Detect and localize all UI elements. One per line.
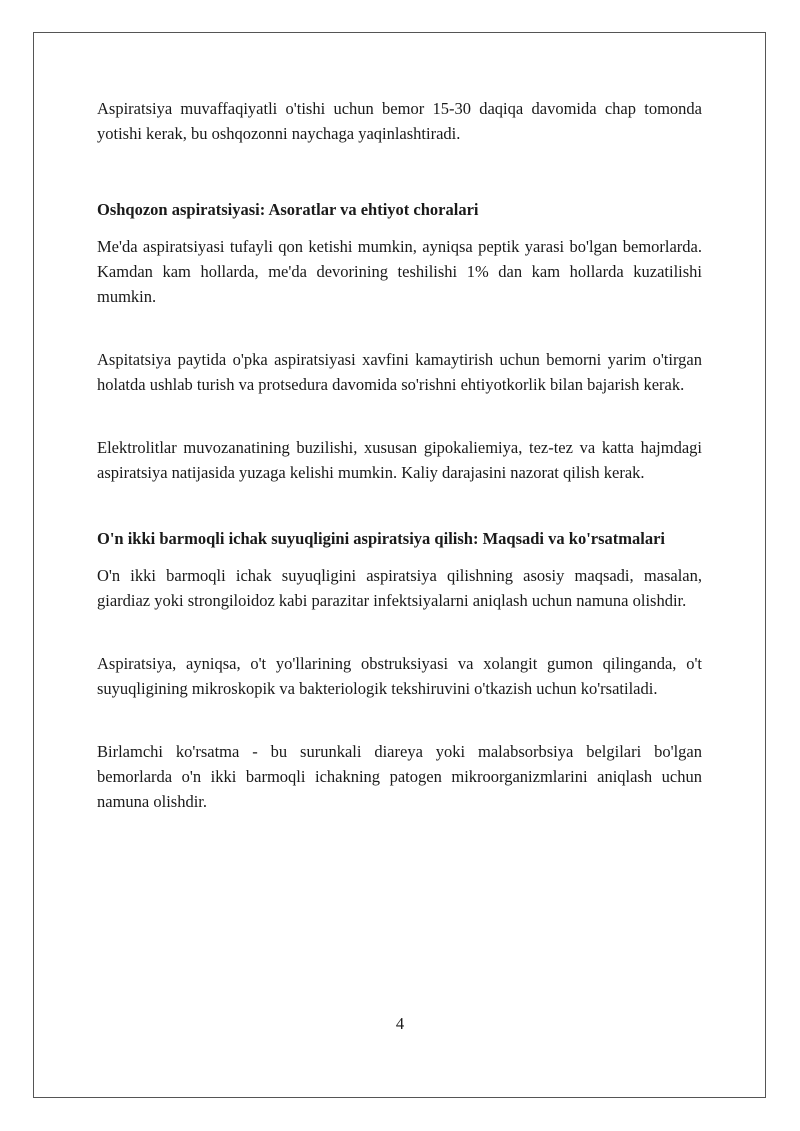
paragraph-biliary-indication: Aspiratsiya, ayniqsa, o't yo'llarining obstruksiyasi va xolangit gumon qilinganda, o't suyuqligining mikroskopik va bakteriologik tekshiruvini o'tkazish uchun ko'rsatiladi.: [97, 654, 702, 698]
paragraph-aspiration-position: Aspiratsiya muvaffaqiyatli o'tishi uchun bemor 15-30 daqiqa davomida chap tomonda yotishi kerak, bu oshqozonni naychaga yaqinlashtiradi.: [97, 99, 702, 143]
paragraph-duodenal-purpose: O'n ikki barmoqli ichak suyuqligini aspiratsiya qilishning asosiy maqsadi, masalan, giardiaz yoki strongiloidoz kabi parazitar infektsiyalarni aniqlash uchun namuna olishdir.: [97, 566, 702, 610]
paragraph-bleeding-risk: Me'da aspiratsiyasi tufayli qon ketishi mumkin, ayniqsa peptik yarasi bo'lgan bemorlarda. Kamdan kam hollarda, me'da devorining teshilishi 1% dan kam hollarda kuzatilishi mumkin.: [97, 237, 702, 306]
paragraph-electrolyte-imbalance: Elektrolitlar muvozanatining buzilishi, xususan gipokaliemiya, tez-tez va katta hajmdagi aspiratsiya natijasida yuzaga kelishi mumkin. Kaliy darajasini nazorat qilish kerak.: [97, 438, 702, 482]
paragraph-primary-indication: Birlamchi ko'rsatma - bu surunkali diareya yoki malabsorbsiya belgilari bo'lgan bemorlarda o'n ikki barmoqli ichakning patogen mikroorganizmlarini aniqlash uchun namuna olishdir.: [97, 742, 702, 811]
heading-duodenal-aspiration-purpose: O'n ikki barmoqli ichak suyuqligini aspiratsiya qilish: Maqsadi va ko'rsatmalari: [97, 529, 666, 548]
heading-gastric-aspiration-complications: Oshqozon aspiratsiyasi: Asoratlar va ehtiyot choralari: [97, 200, 479, 219]
page-number: 4: [395, 1014, 405, 1033]
paragraph-pulmonary-aspiration: Aspitatsiya paytida o'pka aspiratsiyasi xavfini kamaytirish uchun bemorni yarim o'tirgan holatda ushlab turish va protsedura davomida so'rishni ehtiyotkorlik bilan bajarish kerak.: [97, 350, 702, 394]
page-content: [97, 96, 702, 814]
